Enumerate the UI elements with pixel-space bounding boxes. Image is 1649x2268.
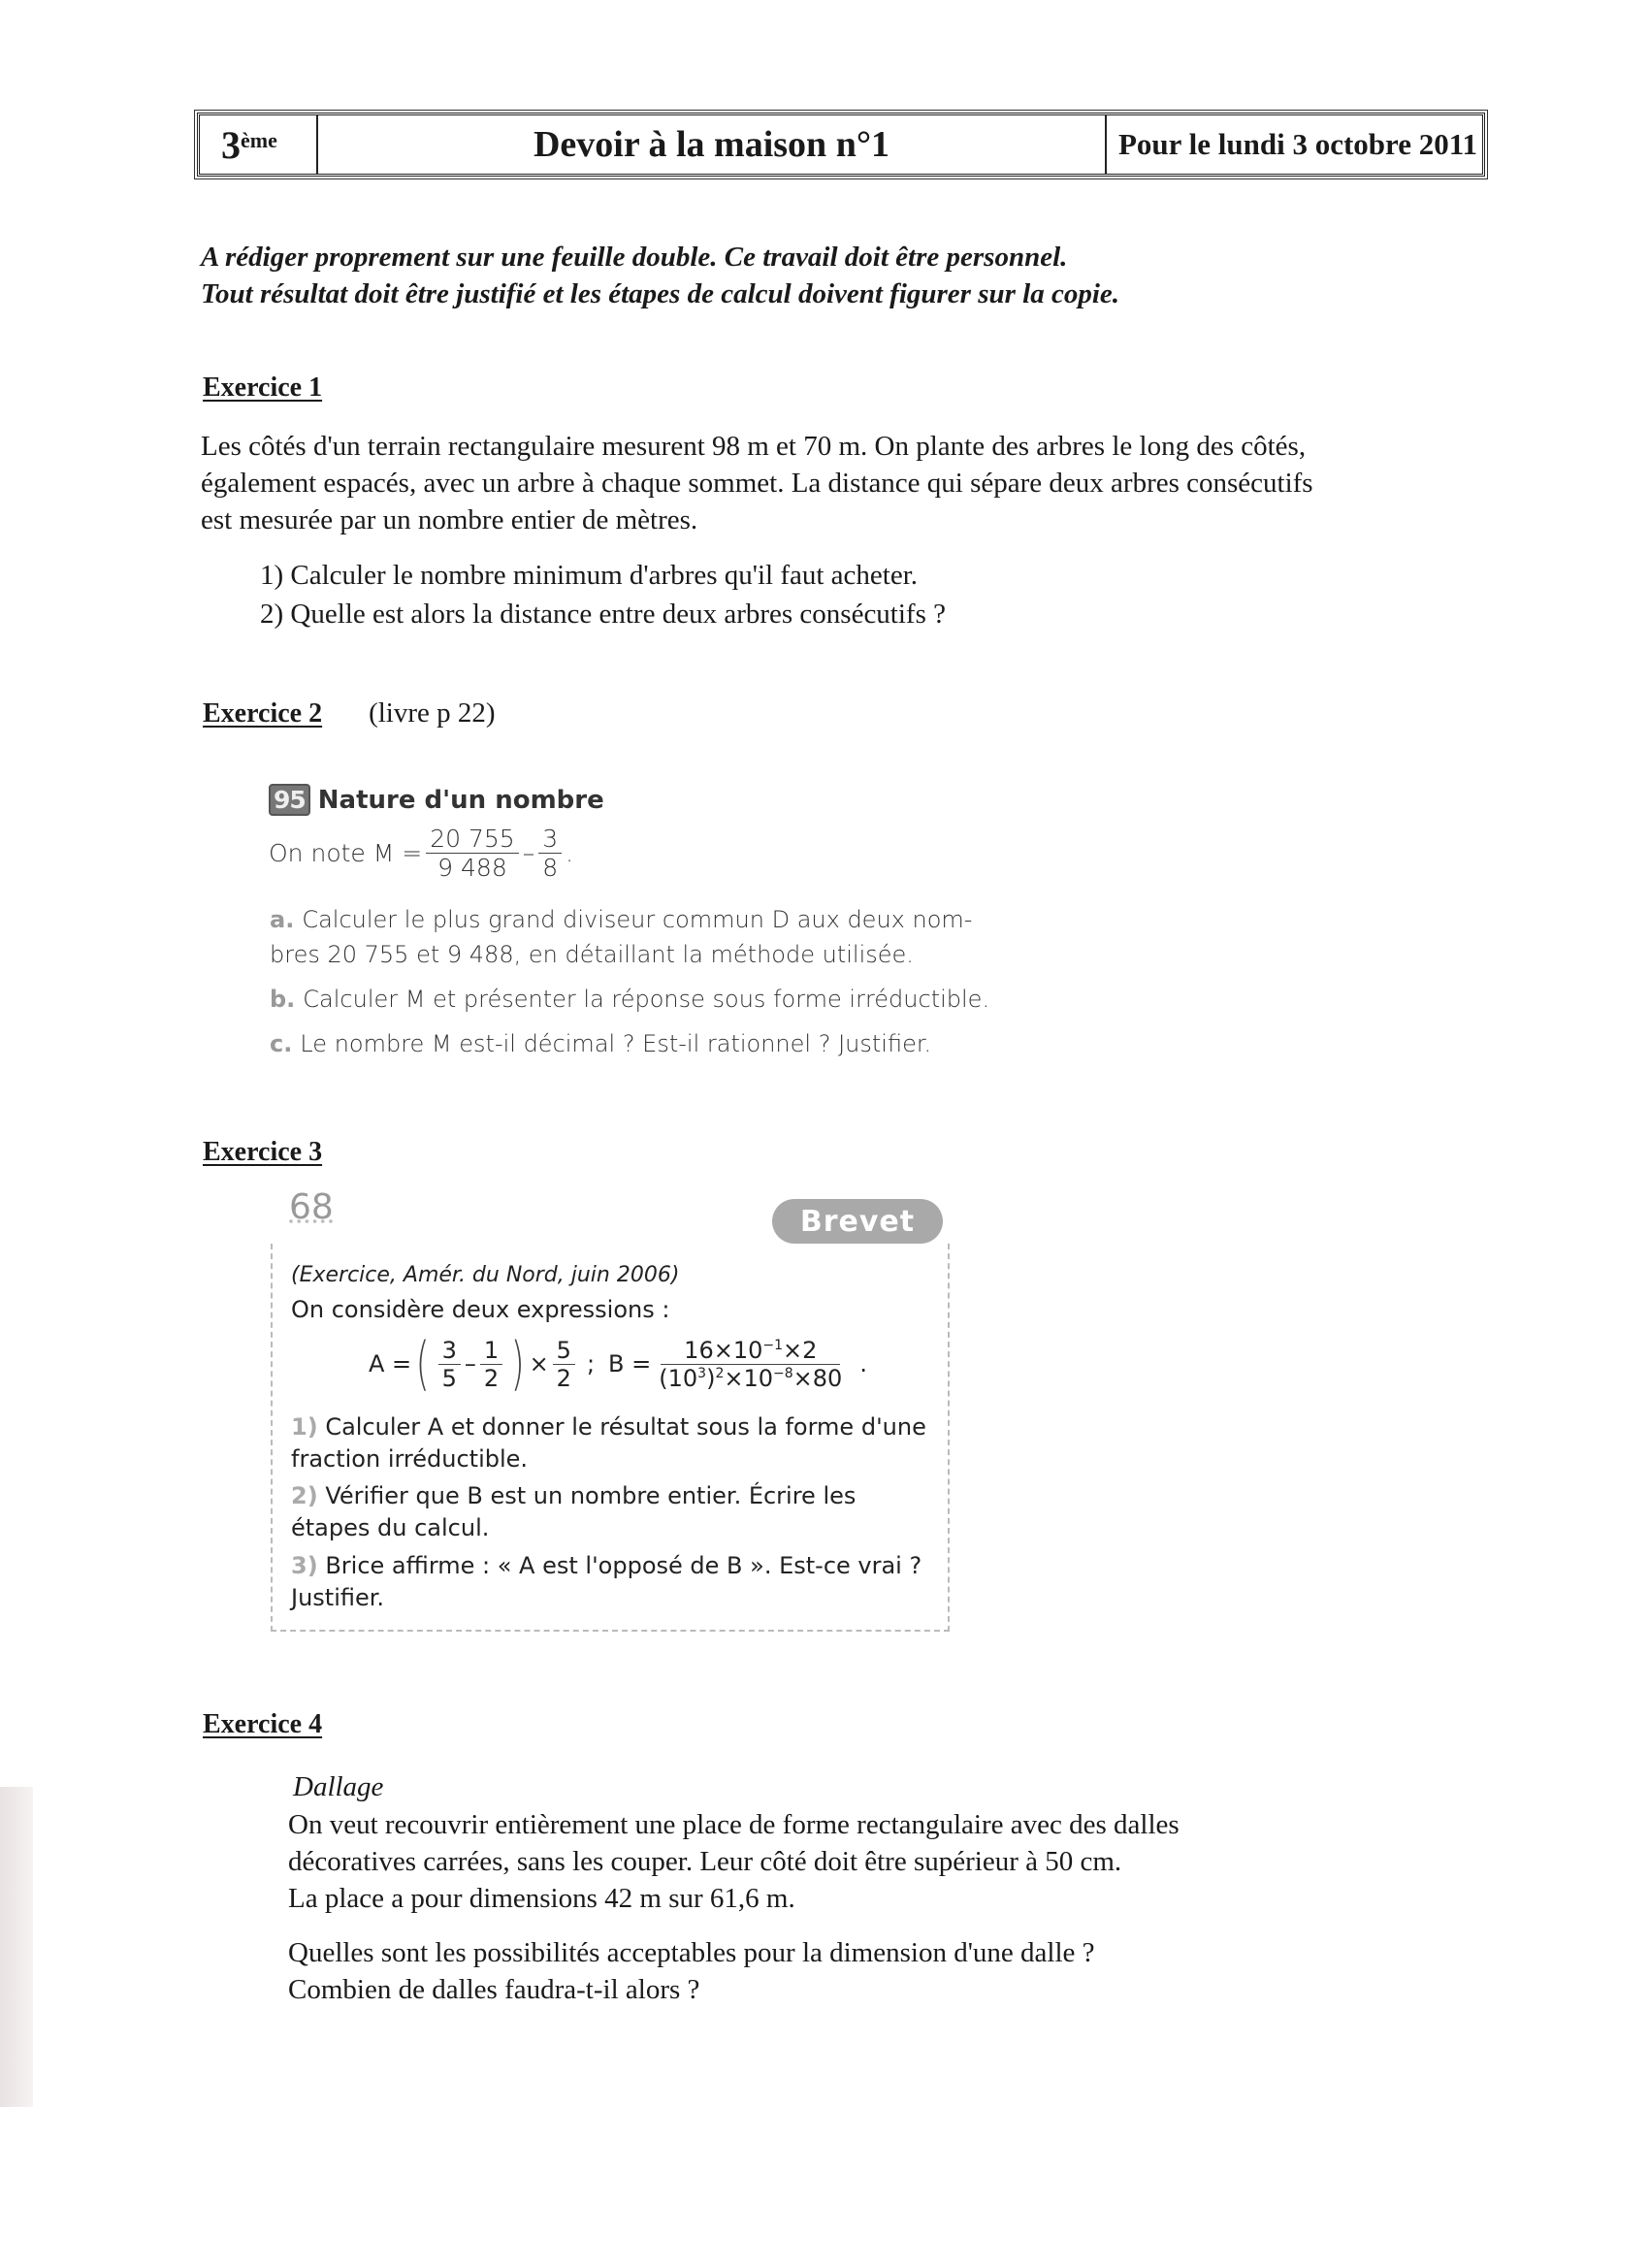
exercise-intro: On considère deux expressions : (291, 1296, 670, 1323)
fraction-b (655, 1337, 846, 1392)
text-line: On veut recouvrir entièrement une place de forme rectangulaire avec des dalles (288, 1809, 1180, 1840)
m-definition (269, 825, 573, 882)
den-part: ×10 (724, 1364, 774, 1392)
exercise-number-badge: 95 (269, 784, 310, 816)
exercise-95-title: Nature d'un nombre (317, 786, 604, 815)
exercise-2-title (203, 697, 496, 729)
question-text: Le nombre M est-il décimal ? Est-il rationnel ? Justifier. (300, 1030, 932, 1057)
question-number: 2) (291, 1482, 318, 1509)
due-date: Pour le lundi 3 octobre 2011 (1118, 127, 1478, 161)
b-label: B = (608, 1350, 652, 1377)
page-title: Devoir à la maison n°1 (318, 115, 1107, 174)
instruction-line: Tout résultat doit être justifié et les étapes de calcul doivent figurer sur la copie. (201, 278, 1120, 309)
exercise-1-text (201, 428, 1313, 538)
m-prefix: On note M = (269, 839, 423, 867)
numerator (661, 1337, 840, 1365)
exercise-2-label: Exercice 2 (203, 698, 323, 729)
formula-a-b (369, 1330, 867, 1398)
question: 2) Quelle est alors la distance entre deux arbres consécutifs ? (260, 599, 946, 630)
question-2 (291, 1480, 931, 1544)
question-letter: a. (270, 906, 295, 933)
exponent: −8 (773, 1365, 793, 1381)
question: Combien de dalles faudra-t-il alors ? (288, 1974, 700, 2005)
denominator: 9 488 (437, 854, 507, 882)
question-c (270, 1026, 1007, 1061)
fraction (480, 1337, 502, 1392)
exercise-68-number: 68 (289, 1187, 334, 1227)
exercise-4-questions (288, 1934, 1095, 2008)
minus-sign: – (464, 1350, 476, 1377)
question-text: Calculer A et donner le résultat sous la forme d'une fraction irréductible. (291, 1413, 926, 1473)
denominator: 2 (556, 1364, 571, 1392)
header-table (197, 113, 1485, 177)
exercise-4-subtitle: Dallage (293, 1771, 384, 1802)
exercise-4-text (288, 1806, 1180, 1917)
grade: 3 (221, 122, 241, 167)
question-b (270, 982, 1007, 1017)
exponent: 2 (715, 1365, 725, 1381)
question-number: 3) (291, 1552, 318, 1579)
denominator: 5 (441, 1364, 457, 1392)
text-line: est mesurée par un nombre entier de mètres. (201, 504, 698, 535)
numerator: 1 (480, 1337, 502, 1365)
a-label: A = (369, 1350, 412, 1377)
exercise-3-title: Exercice 3 (203, 1137, 323, 1167)
separator: ; (586, 1350, 596, 1377)
den-part: ) (706, 1364, 716, 1392)
exercise-1-title: Exercice 1 (203, 373, 323, 403)
fraction (438, 1337, 461, 1392)
fraction (538, 825, 562, 882)
question: Quelles sont les possibilités acceptables pour la dimension d'une dalle ? (288, 1937, 1095, 1968)
period: . (566, 839, 574, 867)
minus-sign: – (522, 839, 535, 867)
numerator: 20 755 (426, 825, 518, 854)
question-1 (291, 1411, 931, 1475)
question-text: Vérifier que B est un nombre entier. Écrire les étapes du calcul. (291, 1482, 857, 1541)
exponent: −1 (762, 1337, 783, 1353)
exercise-95-heading (269, 784, 604, 816)
grade-cell (200, 115, 318, 174)
book-reference: (livre p 22) (369, 697, 496, 729)
den-part: ×80 (792, 1364, 843, 1392)
instruction-line: A rédiger proprement sur une feuille double. Ce travail doit être personnel. (201, 242, 1068, 273)
text-line: décoratives carrées, sans les couper. Leur côté doit être supérieur à 50 cm. (288, 1846, 1122, 1877)
question-3 (291, 1550, 931, 1614)
denominator: 2 (483, 1364, 500, 1392)
text-line: également espacés, avec un arbre à chaque sommet. La distance qui sépare deux arbres consécutifs (201, 468, 1313, 499)
question-letter: b. (270, 986, 296, 1013)
question-a (270, 902, 1007, 937)
text-line: Les côtés d'un terrain rectangulaire mesurent 98 m et 70 m. On plante des arbres le long des côtés, (201, 431, 1307, 462)
question-letter: c. (270, 1030, 293, 1057)
num-part: ×2 (783, 1336, 818, 1364)
close-paren: ) (510, 1330, 525, 1398)
brevet-badge: Brevet (772, 1199, 943, 1244)
times-sign: × (529, 1350, 549, 1377)
num-part: 16×10 (684, 1336, 763, 1364)
question-text: Calculer M et présenter la réponse sous forme irréductible. (303, 986, 990, 1013)
numerator: 3 (538, 825, 562, 854)
exercise-4-title: Exercice 4 (203, 1709, 323, 1739)
question-a-cont (270, 937, 1007, 972)
numerator: 3 (438, 1337, 461, 1365)
grade-suffix: ème (241, 128, 277, 152)
instructions (201, 239, 1119, 312)
exercise-source: (Exercice, Amér. du Nord, juin 2006) (291, 1263, 680, 1287)
denominator: 8 (542, 854, 559, 882)
open-paren: ( (415, 1330, 430, 1398)
den-part: (10 (659, 1364, 698, 1392)
fraction (553, 1337, 575, 1392)
question: 1) Calculer le nombre minimum d'arbres qu'il faut acheter. (260, 560, 919, 591)
text-line: La place a pour dimensions 42 m sur 61,6 m. (288, 1883, 795, 1914)
exponent: 3 (697, 1365, 707, 1381)
numerator: 5 (553, 1337, 575, 1365)
question-text: bres 20 755 et 9 488, en détaillant la méthode utilisée. (270, 941, 914, 968)
denominator (655, 1365, 846, 1392)
scan-shadow (0, 1787, 33, 2107)
fraction (426, 825, 518, 882)
exercise-1-questions (260, 556, 946, 633)
question-number: 1) (291, 1413, 318, 1441)
period: . (859, 1350, 867, 1377)
question-text: Calculer le plus grand diviseur commun D aux deux nom- (302, 906, 973, 933)
question-text: Brice affirme : « A est l'opposé de B ». Est-ce vrai ? Justifier. (291, 1552, 922, 1611)
